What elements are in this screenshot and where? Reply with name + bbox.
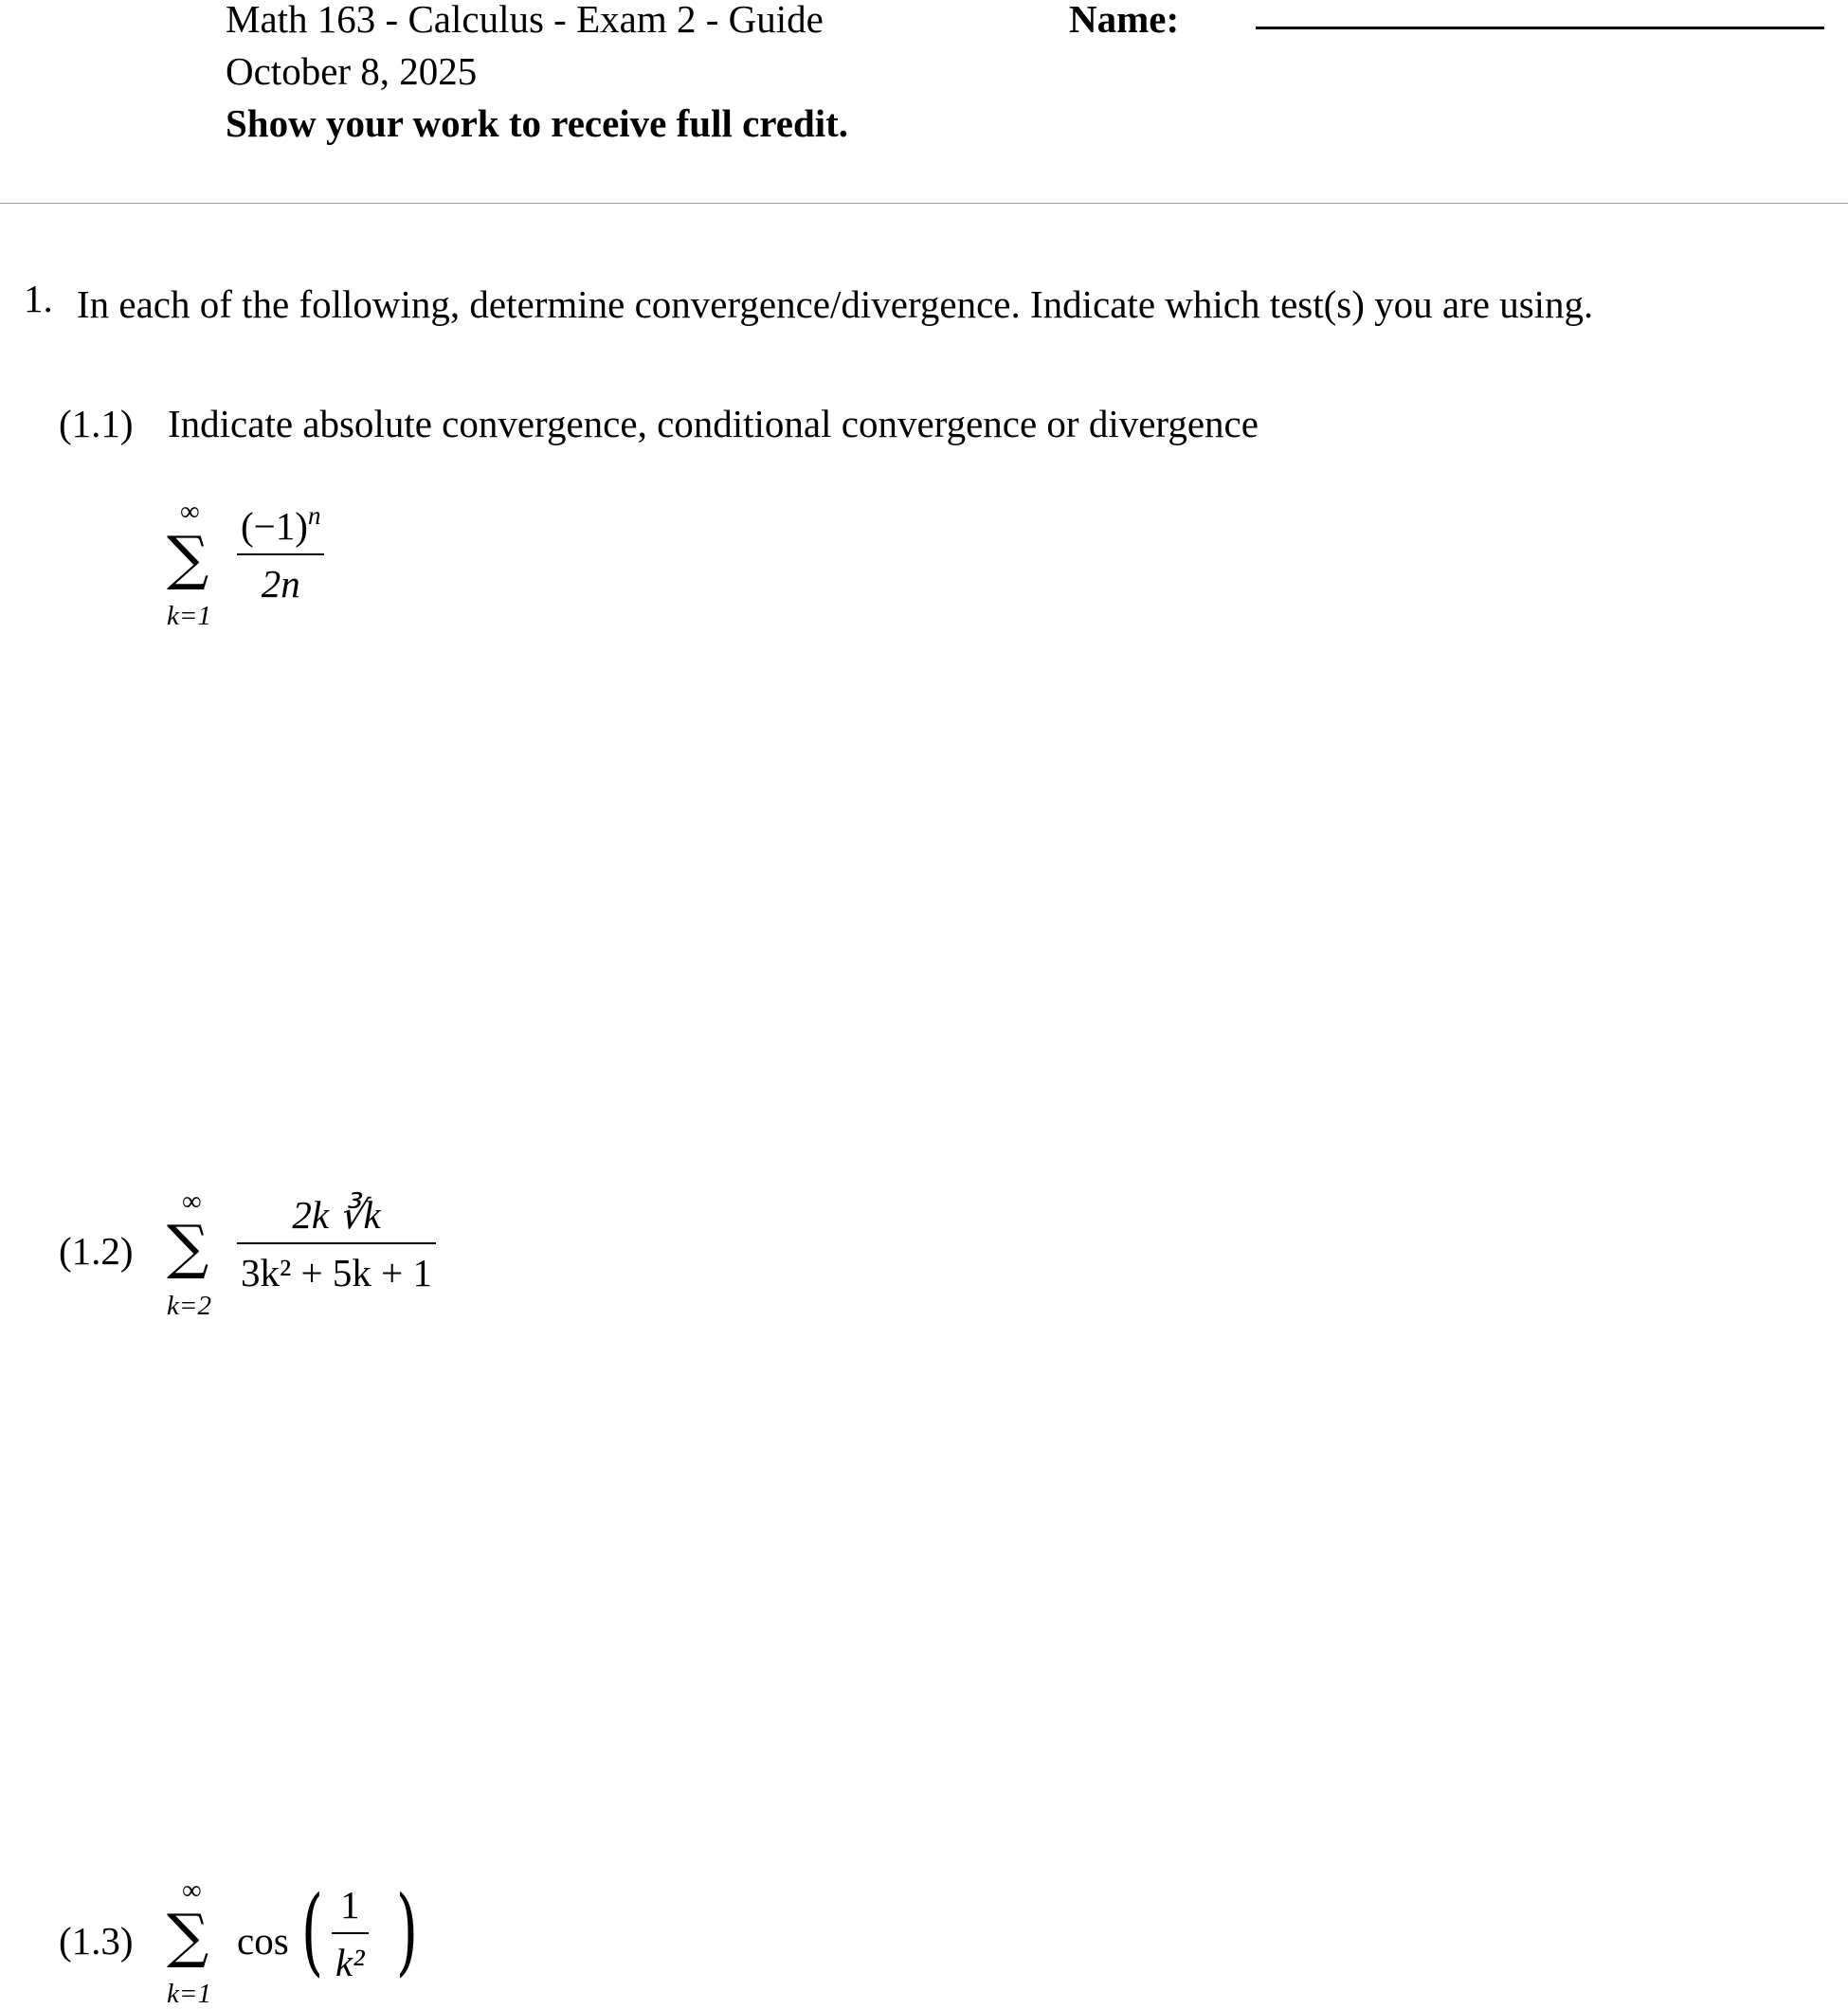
sigma-symbol: ∑ (167, 523, 209, 592)
right-paren: ) (395, 1875, 419, 1986)
course-title: Math 163 - Calculus - Exam 2 - Guide (226, 0, 824, 41)
part-text-1-1: Indicate absolute convergence, conditional convergence or divergence (168, 402, 1259, 445)
sum-upper-limit: ∞ (182, 1875, 202, 1906)
instruction: Show your work to receive full credit. (226, 101, 849, 145)
name-label: Name: (1069, 0, 1180, 41)
fraction (237, 1193, 436, 1294)
header-divider (0, 203, 1848, 204)
exam-date: October 8, 2025 (226, 49, 478, 93)
fraction (237, 501, 324, 606)
name-blank-line (1256, 27, 1824, 29)
sum-lower-limit: k=1 (167, 601, 211, 631)
question-number: 1. (24, 277, 53, 320)
sigma-symbol: ∑ (167, 1212, 209, 1281)
sum-lower-limit: k=1 (167, 1979, 211, 2009)
numerator: $(-1)^n$ (241, 501, 321, 548)
cos-function: cos (237, 1919, 289, 1963)
sum-upper-limit: ∞ (180, 497, 200, 527)
sum-lower-limit: k=2 (167, 1291, 211, 1321)
denominator: 3k² + 5k + 1 (241, 1251, 433, 1294)
denominator: 2n (261, 562, 300, 606)
sum-upper-limit: ∞ (182, 1186, 202, 1217)
fraction (332, 1883, 369, 1984)
question-text: In each of the following, determine convergence/divergence. Indicate which test(s) you are using. (77, 282, 1594, 326)
part-label-1-2: (1.2) (59, 1229, 134, 1273)
part-label-1-1: (1.1) (59, 402, 134, 445)
part-label-1-3: (1.3) (59, 1919, 134, 1963)
sigma-symbol: ∑ (167, 1901, 209, 1970)
numerator: 2k ∛k (292, 1193, 381, 1237)
denominator: k² (335, 1941, 365, 1984)
numerator: 1 (340, 1883, 360, 1927)
left-paren: ( (300, 1875, 324, 1986)
